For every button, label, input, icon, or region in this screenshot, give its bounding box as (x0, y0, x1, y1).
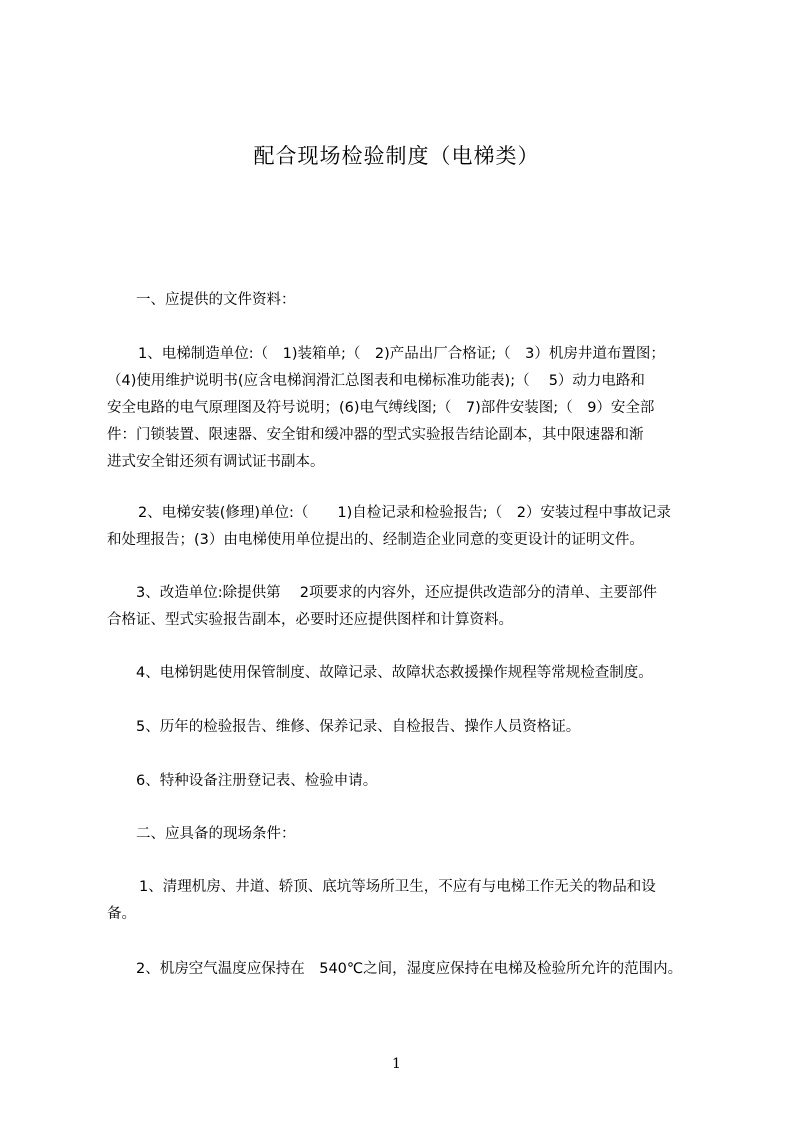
item-1-3-line-1: 3、改造单位:除提供第 2项要求的内容外，还应提供改造部分的清单、主要部件 (136, 585, 657, 601)
item-1-1-line-2: （4)使用维护说明书(应含电梯润滑汇总图表和电梯标准功能表);（ 5）动力电路和 (107, 373, 645, 389)
item-2-1-line-2: 备。 (107, 906, 136, 922)
page-title: 配合现场检验制度（电梯类） (253, 144, 540, 168)
item-1-1-line-3: 安全电路的电气原理图及符号说明；(6)电气缚线图;（ 7)部件安装图;（ 9）安全部 (107, 400, 655, 416)
item-1-3-line-2: 合格证、型式实验报告副本，必要时还应提供图样和计算资料。 (107, 612, 513, 628)
section-2-heading: 二、应具备的现场条件： (136, 826, 296, 842)
item-1-1-line-1: 1、电梯制造单位:（ 1)装箱单;（ 2)产品出厂合格证;（ 3）机房井道布置图； (138, 346, 665, 362)
item-1-4: 4、电梯钥匙使用保管制度、故障记录、故障状态救援操作规程等常规检查制度。 (136, 665, 653, 681)
item-1-2-line-2: 和处理报告；(3）由电梯使用单位提出的、经制造企业同意的变更设计的证明文件。 (107, 532, 644, 548)
section-1-heading: 一、应提供的文件资料： (136, 292, 296, 308)
item-1-1-line-5: 进式安全钳还须有调试证书副本。 (107, 454, 325, 470)
page-number: 1 (392, 1056, 401, 1072)
item-2-2: 2、机房空气温度应保持在 540℃之间，湿度应保持在电梯及检验所允许的范围内。 (136, 961, 683, 977)
item-2-1-line-1: 1、清理机房、井道、轿顶、底坑等场所卫生，不应有与电梯工作无关的物品和设 (139, 879, 656, 895)
item-1-5: 5、历年的检验报告、维修、保养记录、自检报告、操作人员资格证。 (136, 719, 581, 735)
item-1-6: 6、特种设备注册登记表、检验申请。 (136, 773, 378, 789)
item-1-2-line-1: 2、电梯安装(修理)单位:（ 1)自检记录和检验报告;（ 2）安装过程中事故记录 (138, 505, 671, 521)
item-1-1-line-4: 件：门锁装置、限速器、安全钳和缓冲器的型式实验报告结论副本，其中限速器和渐 (107, 427, 644, 443)
